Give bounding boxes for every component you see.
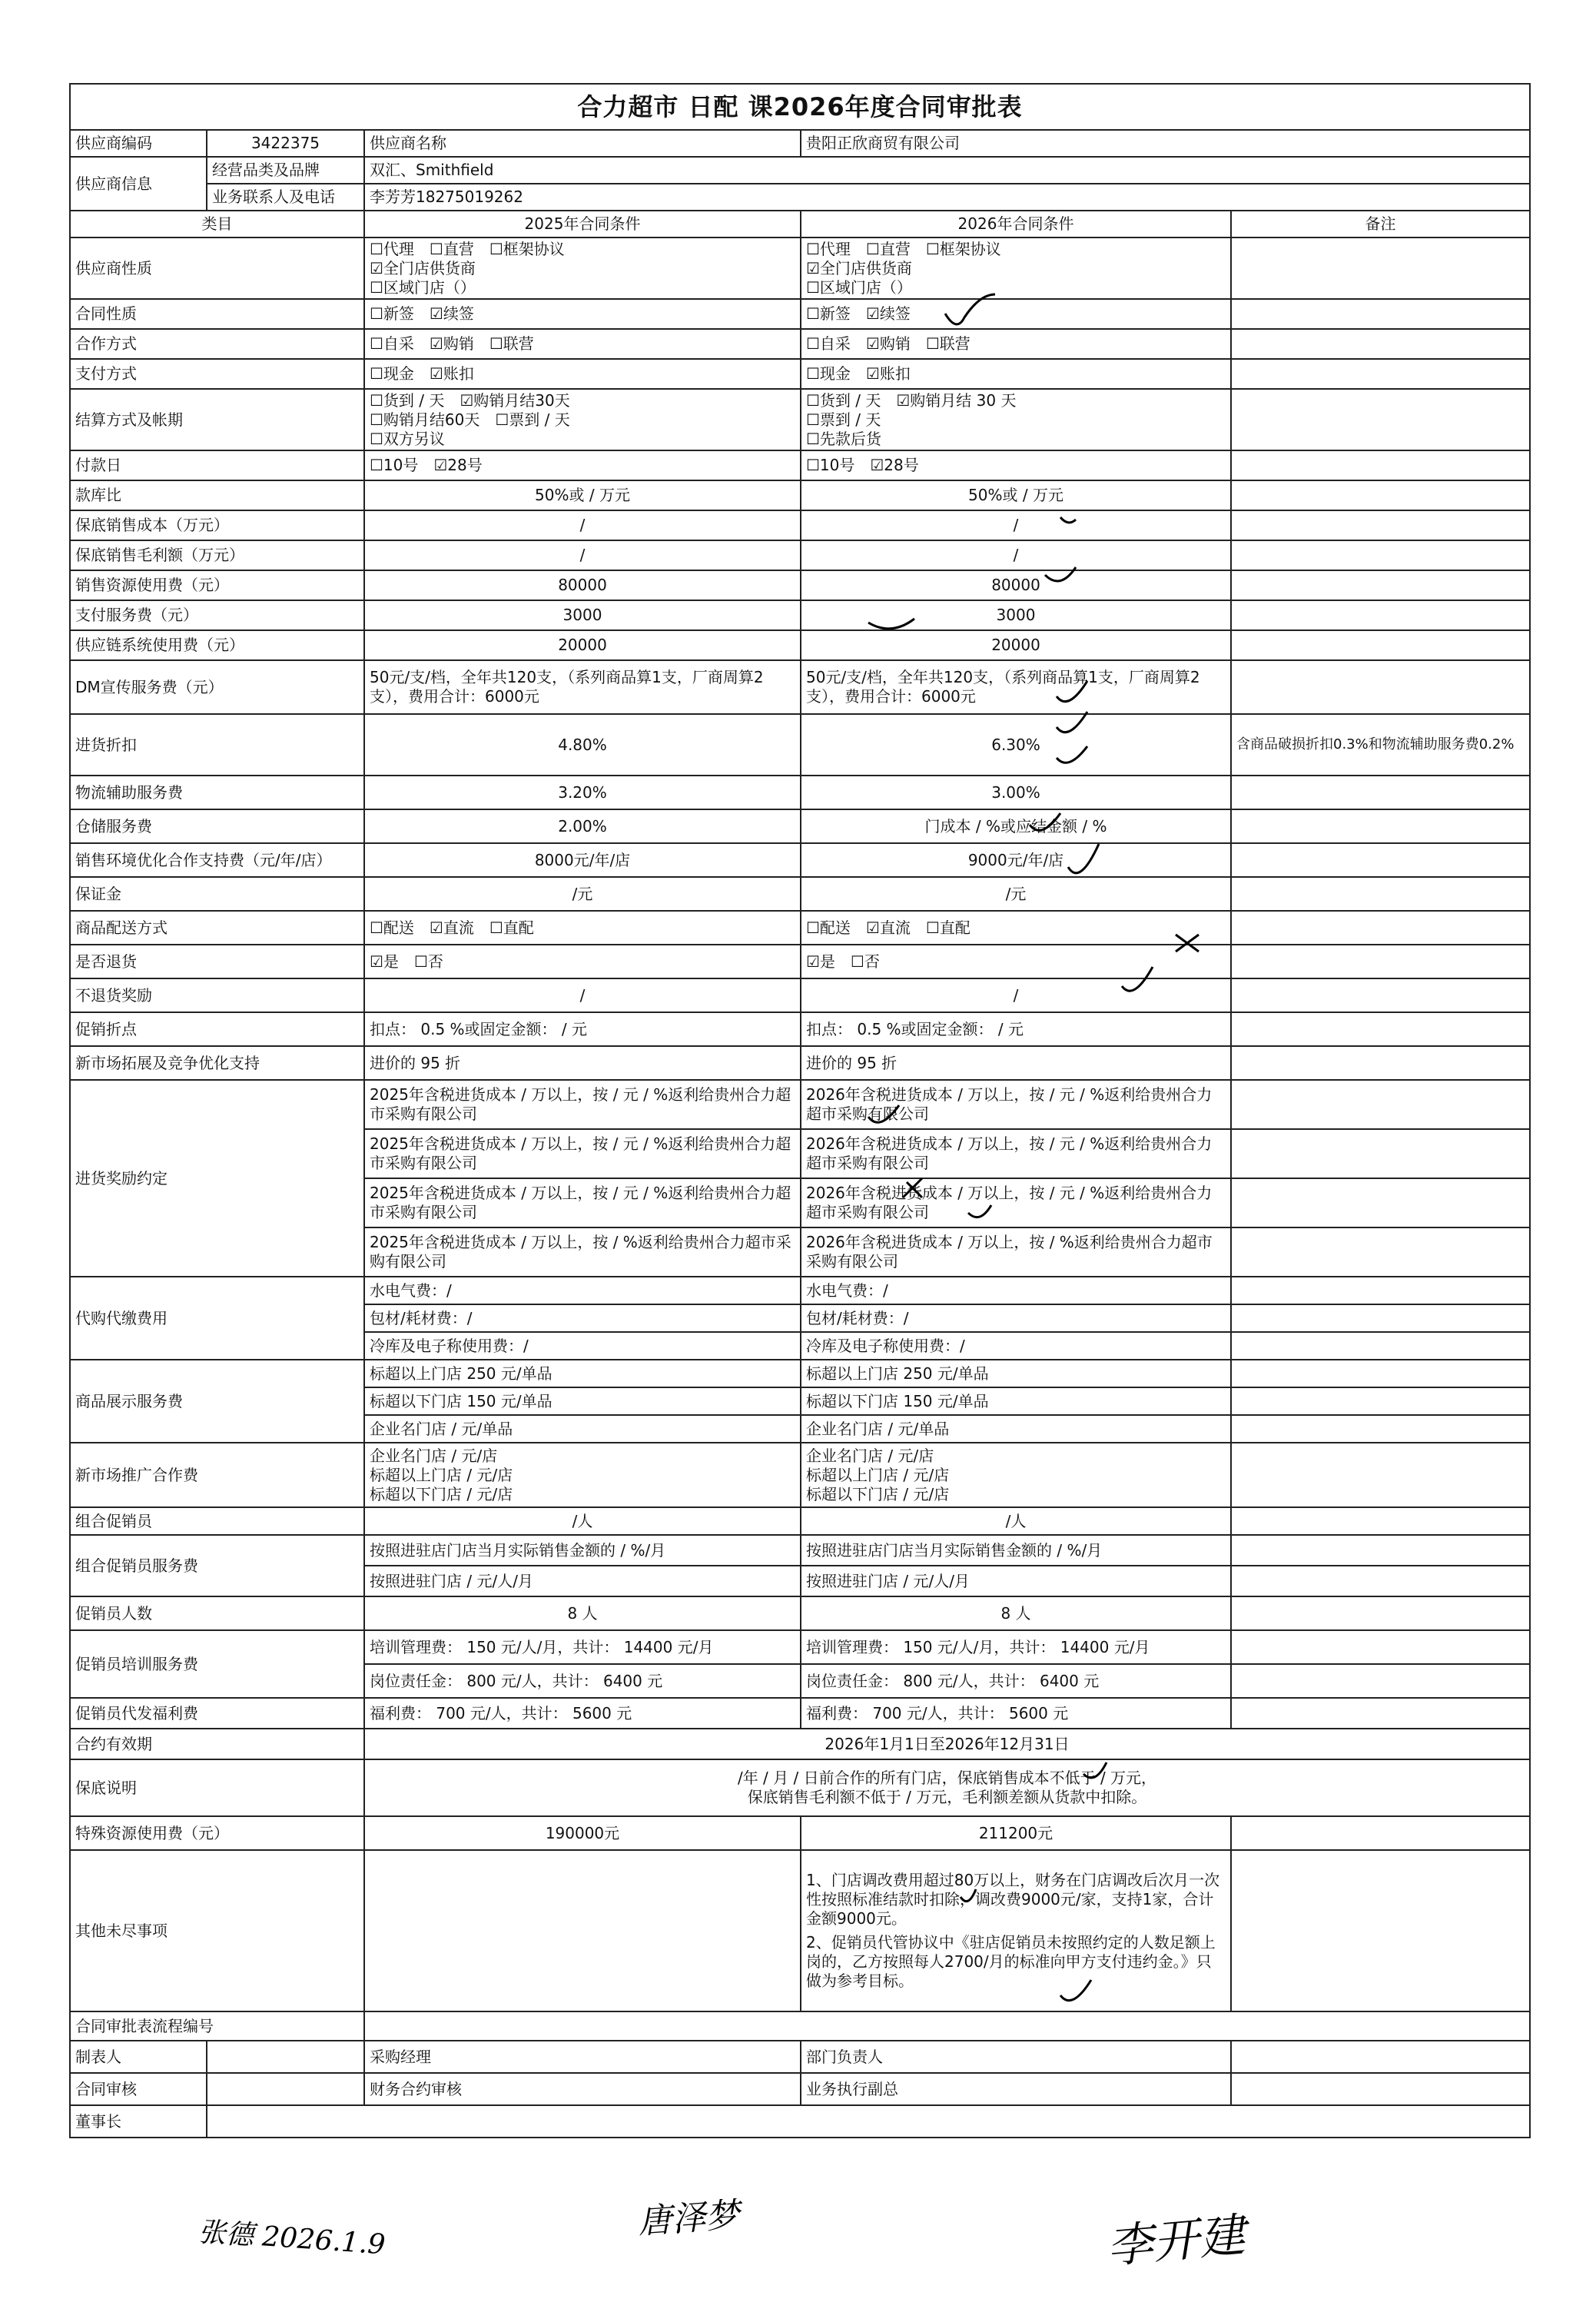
cell-line: ☐双方另议 [370, 429, 445, 448]
cell-2025 [364, 660, 801, 714]
agency-label: 代购代缴费用 [70, 1277, 364, 1360]
approval-table [69, 83, 1531, 2138]
welfare-label: 促销员代发福利费 [70, 1698, 364, 1729]
agency-2026: 冷库及电子称使用费：/ [801, 1332, 1231, 1360]
review-label: 合同审核 [70, 2073, 207, 2105]
cell-line: ☐10号 ☑28号 [370, 456, 483, 474]
maker-label: 制表人 [70, 2041, 207, 2073]
cell-2025 [364, 776, 801, 809]
cell-2025 [364, 1046, 801, 1080]
cell-2025 [364, 510, 801, 540]
cell-line: ☑是 ☐否 [806, 952, 880, 971]
cell-remark [1231, 540, 1530, 570]
cell-remark [1231, 450, 1530, 480]
agency-2025: 包材/耗材费：/ [364, 1304, 801, 1332]
cell-remark [1231, 1698, 1530, 1729]
rebate-2026: 2026年含税进货成本 / 万以上，按 / 元 / %返利给贵州合力超市采购有限公司 [801, 1129, 1231, 1178]
cell-line: 企业名门店 / 元/店 [806, 1446, 934, 1465]
other-item: 2、促销员代管协议中《驻店促销员未按照约定的人数足额上岗的，乙方按照每人2700/月的标准向甲方支付违约金。》只做为参考目标。 [806, 1933, 1216, 1990]
cell-2026 [801, 299, 1231, 329]
table-row [70, 1046, 1530, 1080]
cell-remark [1231, 1277, 1530, 1304]
rebate-2025: 2025年含税进货成本 / 万以上，按 / 元 / %返利给贵州合力超市采购有限公司 [364, 1129, 801, 1178]
row-label: 是否退货 [70, 945, 364, 978]
cell-2025 [364, 450, 801, 480]
cell-remark [1231, 809, 1530, 843]
agency-2026: 水电气费：/ [801, 1277, 1231, 1304]
display-2026: 企业名门店 / 元/单品 [801, 1415, 1231, 1443]
cell-remark [1231, 630, 1530, 660]
row-label: 进货折扣 [70, 714, 364, 776]
vp-label: 业务执行副总 [801, 2073, 1231, 2105]
cell-2025 [364, 600, 801, 630]
table-row [70, 945, 1530, 978]
rebate-2025: 2025年含税进货成本 / 万以上，按 / 元 / %返利给贵州合力超市采购有限公司 [364, 1080, 801, 1129]
cell-2025 [364, 809, 801, 843]
rebate-2026: 2026年含税进货成本 / 万以上，按 / 元 / %返利给贵州合力超市采购有限公司 [801, 1080, 1231, 1129]
cell-line: / [1013, 985, 1019, 1005]
cell-2025 [364, 978, 801, 1012]
cell-2026 [801, 630, 1231, 660]
validity-value: 2026年1月1日至2026年12月31日 [364, 1729, 1530, 1759]
cell-remark [1231, 359, 1530, 389]
cell-line: 门成本 / %或应结金额 / % [924, 816, 1107, 835]
supplier-info-label: 供应商信息 [70, 157, 207, 211]
table-row [70, 299, 1530, 329]
cell-line: 标超以上门店 / 元/店 [806, 1465, 950, 1484]
cell-2026 [801, 877, 1231, 911]
cell-remark [1231, 1387, 1530, 1415]
cell-2025 [364, 714, 801, 776]
cell-line: /年 / 月 / 日前合作的所有门店，保底销售成本不低于 / 万元， [737, 1769, 1157, 1787]
table-row [70, 843, 1530, 877]
cell-line: 标超以下门店 / 元/店 [806, 1484, 950, 1503]
table-row [70, 978, 1530, 1012]
cell-2025 [364, 1012, 801, 1046]
table-row [70, 1012, 1530, 1046]
cell-line: 2.00% [558, 816, 607, 835]
cell-2026 [801, 389, 1231, 450]
cell-line: ☐自采 ☑购销 ☐联营 [370, 334, 534, 353]
cell-2026 [801, 359, 1231, 389]
category-brand-value: 双汇、Smithfield [364, 157, 1530, 184]
agency-2026: 包材/耗材费：/ [801, 1304, 1231, 1332]
cell-line: ☐先款后货 [806, 429, 881, 448]
cell-remark [1231, 510, 1530, 540]
row-label: 销售环境优化合作支持费（元/年/店） [70, 843, 364, 877]
cell-2025 [364, 630, 801, 660]
cell-line: 保底销售毛利额不低于 / 万元，毛利额差额从货款中扣除。 [747, 1788, 1147, 1806]
cell-2026 [801, 600, 1231, 630]
contact-value: 李芳芳18275019262 [364, 184, 1530, 211]
supplier-name-value: 贵阳正欣商贸有限公司 [801, 130, 1530, 157]
cell-line: 80000 [558, 576, 607, 594]
row-label: 保证金 [70, 877, 364, 911]
supplier-code-value: 3422375 [207, 130, 364, 157]
cell-remark [1231, 1816, 1530, 1850]
dept-value [1231, 2041, 1530, 2073]
cell-2025 [364, 359, 801, 389]
row-label: 保底销售毛利额（万元） [70, 540, 364, 570]
cell-line: 3.00% [991, 782, 1040, 802]
row-label: 合作方式 [70, 329, 364, 359]
special-label: 特殊资源使用费（元） [70, 1816, 364, 1850]
cell-2026 [801, 238, 1231, 299]
row-label: 不退货奖励 [70, 978, 364, 1012]
maker-value [207, 2041, 364, 2073]
cell-line: 3000 [996, 606, 1036, 624]
cell-remark [1231, 911, 1530, 945]
cell-remark [1231, 1178, 1530, 1227]
training-2025: 岗位责任金： 800 元/人，共计： 6400 元 [364, 1664, 801, 1698]
cell-2026 [801, 1046, 1231, 1080]
header-category: 类目 [70, 211, 364, 238]
cell-line: / [1013, 546, 1019, 564]
cell-2025 [364, 540, 801, 570]
other-label: 其他未尽事项 [70, 1850, 364, 2011]
table-row [70, 510, 1530, 540]
cell-line: 进价的 95 折 [370, 1053, 461, 1072]
cell-2026 [801, 660, 1231, 714]
cell-2026 [801, 911, 1231, 945]
row-label: DM宣传服务费（元） [70, 660, 364, 714]
cell-line: 进价的 95 折 [806, 1053, 898, 1072]
cell-remark [1231, 600, 1530, 630]
training-2025: 培训管理费： 150 元/人/月，共计： 14400 元/月 [364, 1630, 801, 1664]
cell-2026 [801, 329, 1231, 359]
cell-line: 标超以上门店 / 元/店 [370, 1465, 513, 1484]
row-label: 合同性质 [70, 299, 364, 329]
cell-remark [1231, 1507, 1530, 1535]
header-2026: 2026年合同条件 [801, 211, 1231, 238]
validity-label: 合约有效期 [70, 1729, 364, 1759]
cell-line: ☐配送 ☑直流 ☐直配 [806, 918, 971, 937]
promo-coop-2025 [364, 1443, 801, 1507]
supplier-name-label: 供应商名称 [364, 130, 801, 157]
cell-remark [1231, 1566, 1530, 1596]
cell-2026 [801, 843, 1231, 877]
row-label: 结算方式及帐期 [70, 389, 364, 450]
cell-remark [1231, 299, 1530, 329]
cell-line: / [579, 546, 586, 564]
cell-line: 标超以下门店 / 元/店 [370, 1484, 513, 1503]
rebate-2026: 2026年含税进货成本 / 万以上，按 / 元 / %返利给贵州合力超市采购有限公司 [801, 1178, 1231, 1227]
cell-2025 [364, 911, 801, 945]
buyer-label: 采购经理 [364, 2041, 801, 2073]
rebate-2025: 2025年含税进货成本 / 万以上，按 / %返利给贵州合力超市采购有限公司 [364, 1227, 801, 1277]
cell-remark [1231, 1415, 1530, 1443]
combo-staff-2026: /人 [801, 1507, 1231, 1535]
cell-line: ☑全门店供货商 [370, 258, 476, 277]
cell-line: / [579, 985, 586, 1005]
cell-line: /元 [1005, 884, 1027, 903]
display-2025: 标超以下门店 150 元/单品 [364, 1387, 801, 1415]
welfare-2025: 福利费： 700 元/人，共计： 5600 元 [364, 1698, 801, 1729]
display-label: 商品展示服务费 [70, 1360, 364, 1443]
cell-line: 8000元/年/店 [534, 850, 631, 869]
promo-coop-2026 [801, 1443, 1231, 1507]
header-remark: 备注 [1231, 211, 1530, 238]
table-row [70, 389, 1530, 450]
cell-remark [1231, 1304, 1530, 1332]
cell-line: ☐代理 ☐直营 ☐框架协议 [370, 239, 565, 258]
cell-line: ☐现金 ☑账扣 [806, 364, 911, 383]
table-row [70, 540, 1530, 570]
combo_fee-2025: 按照进驻店门店当月实际销售金额的 / %/月 [364, 1535, 801, 1566]
combo_fee-2026: 按照进驻店门店当月实际销售金额的 / %/月 [801, 1535, 1231, 1566]
training-2026: 培训管理费： 150 元/人/月，共计： 14400 元/月 [801, 1630, 1231, 1664]
combo-staff-2025: /人 [364, 1507, 801, 1535]
staff-count-label: 促销员人数 [70, 1596, 364, 1630]
cell-line: ☐现金 ☑账扣 [370, 364, 474, 383]
cell-remark [1231, 1443, 1530, 1507]
cell-line: 3000 [562, 606, 602, 624]
cell-line: 50元/支/档，全年共120支，（系列商品算1支，厂商周算2支），费用合计：6000元 [806, 668, 1200, 706]
training-label: 促销员培训服务费 [70, 1630, 364, 1698]
approval-form [69, 83, 1529, 2274]
cell-2026 [801, 540, 1231, 570]
display-2025: 企业名门店 / 元/单品 [364, 1415, 801, 1443]
cell-remark [1231, 776, 1530, 809]
vp-value [1231, 2073, 1530, 2105]
special-2026: 211200元 [801, 1816, 1231, 1850]
cell-remark [1231, 1046, 1530, 1080]
guarantee-value [364, 1759, 1530, 1816]
rebate-label: 进货奖励约定 [70, 1080, 364, 1277]
other-2026 [801, 1850, 1231, 2011]
cell-remark [1231, 329, 1530, 359]
cell-line: 50%或 / 万元 [535, 486, 630, 504]
promo-coop-label: 新市场推广合作费 [70, 1443, 364, 1507]
cell-line: 扣点： 0.5 %或固定金额： / 元 [806, 1019, 1024, 1038]
rebate-2026: 2026年含税进货成本 / 万以上，按 / %返利给贵州合力超市采购有限公司 [801, 1227, 1231, 1277]
cell-remark [1231, 1080, 1530, 1129]
cell-remark [1231, 660, 1530, 714]
cell-remark [1231, 1227, 1530, 1277]
cell-2025 [364, 238, 801, 299]
table-row [70, 450, 1530, 480]
cell-line: ☐代理 ☐直营 ☐框架协议 [806, 239, 1001, 258]
cell-remark [1231, 1850, 1530, 2011]
table-row [70, 480, 1530, 510]
cell-line: ☐10号 ☑28号 [806, 456, 919, 474]
cell-2025 [364, 877, 801, 911]
cell-remark [1231, 1012, 1530, 1046]
cell-line: ☑是 ☐否 [370, 952, 443, 971]
display-2026: 标超以上门店 250 元/单品 [801, 1360, 1231, 1387]
other-item: 1、门店调改费用超过80万以上，财务在门店调改后次月一次性按照标准结款时扣除，调改费9000元/家，支持1家，合计金额9000元。 [806, 1871, 1220, 1928]
cell-line: 4.80% [558, 735, 607, 754]
cell-line: 9000元/年/店 [967, 850, 1064, 869]
cell-line: ☐区域门店（） [806, 277, 912, 297]
row-label: 商品配送方式 [70, 911, 364, 945]
contact-label: 业务联系人及电话 [207, 184, 364, 211]
cell-remark [1231, 570, 1530, 600]
cell-line: ☐购销月结60天 ☐票到 / 天 [370, 410, 570, 429]
table-row [70, 600, 1530, 630]
buyer-signature: 唐泽梦 [636, 2195, 741, 2242]
cell-remark: 含商品破损折扣0.3%和物流辅助服务费0.2% [1231, 714, 1530, 776]
table-row [70, 776, 1530, 809]
cell-remark [1231, 1596, 1530, 1630]
cell-remark [1231, 480, 1530, 510]
row-label: 新市场拓展及竞争优化支持 [70, 1046, 364, 1080]
cell-remark [1231, 1630, 1530, 1664]
cell-2026 [801, 945, 1231, 978]
row-label: 供应链系统使用费（元） [70, 630, 364, 660]
guarantee-label: 保底说明 [70, 1759, 364, 1816]
cell-line: 20000 [991, 636, 1040, 654]
staff-count-2026: 8 人 [801, 1596, 1231, 1630]
combo_fee-2025: 按照进驻门店 / 元/人/月 [364, 1566, 801, 1596]
combo_fee-2026: 按照进驻门店 / 元/人/月 [801, 1566, 1231, 1596]
row-label: 款库比 [70, 480, 364, 510]
cell-line: 20000 [558, 636, 607, 654]
cell-line: 扣点： 0.5 %或固定金额： / 元 [370, 1019, 587, 1038]
table-row [70, 238, 1530, 299]
cell-2025 [364, 843, 801, 877]
cell-2026 [801, 714, 1231, 776]
cell-line: 3.20% [558, 782, 607, 802]
cell-remark [1231, 1535, 1530, 1566]
cell-2025 [364, 945, 801, 978]
cell-remark [1231, 389, 1530, 450]
cell-remark [1231, 1664, 1530, 1698]
cell-remark [1231, 1332, 1530, 1360]
category-brand-label: 经营品类及品牌 [207, 157, 364, 184]
cell-line: ☐区域门店（） [370, 277, 476, 297]
training-2026: 岗位责任金： 800 元/人，共计： 6400 元 [801, 1664, 1231, 1698]
cell-2025 [364, 480, 801, 510]
row-label: 供应商性质 [70, 238, 364, 299]
row-label: 保底销售成本（万元） [70, 510, 364, 540]
cell-line: 80000 [991, 576, 1040, 594]
cell-2025 [364, 389, 801, 450]
cell-remark [1231, 877, 1530, 911]
table-row [70, 359, 1530, 389]
row-label: 付款日 [70, 450, 364, 480]
display-2026: 标超以下门店 150 元/单品 [801, 1387, 1231, 1415]
cell-remark [1231, 945, 1530, 978]
display-2025: 标超以上门店 250 元/单品 [364, 1360, 801, 1387]
table-row [70, 911, 1530, 945]
row-label: 销售资源使用费（元） [70, 570, 364, 600]
cell-line: ☐新签 ☑续签 [370, 304, 474, 323]
cell-line: 6.30% [991, 735, 1040, 754]
cell-2026 [801, 570, 1231, 600]
staff-count-2025: 8 人 [364, 1596, 801, 1630]
cell-line: / [579, 516, 586, 534]
cell-2026 [801, 809, 1231, 843]
dept-label: 部门负责人 [801, 2041, 1231, 2073]
cell-remark [1231, 238, 1530, 299]
cell-2025 [364, 329, 801, 359]
table-row [70, 877, 1530, 911]
cell-2026 [801, 776, 1231, 809]
cell-2025 [364, 299, 801, 329]
chair-value [207, 2105, 1530, 2138]
combo-staff-label: 组合促销员 [70, 1507, 364, 1535]
cell-2026 [801, 450, 1231, 480]
table-row [70, 570, 1530, 600]
cell-line: ☐配送 ☑直流 ☐直配 [370, 918, 534, 937]
other-2025 [364, 1850, 801, 2011]
row-label: 促销折点 [70, 1012, 364, 1046]
cell-2026 [801, 1012, 1231, 1046]
cell-2026 [801, 480, 1231, 510]
table-row [70, 630, 1530, 660]
table-row [70, 714, 1530, 776]
cell-line: 50%或 / 万元 [968, 486, 1063, 504]
cell-line: ☑全门店供货商 [806, 258, 912, 277]
dept-head-signature: 李开建 [1104, 2208, 1248, 2274]
cell-2025 [364, 570, 801, 600]
cell-2026 [801, 510, 1231, 540]
special-2025: 190000元 [364, 1816, 801, 1850]
cell-remark [1231, 1129, 1530, 1178]
cell-remark [1231, 1360, 1530, 1387]
rebate-2025: 2025年含税进货成本 / 万以上，按 / 元 / %返利给贵州合力超市采购有限公司 [364, 1178, 801, 1227]
row-label: 支付服务费（元） [70, 600, 364, 630]
cell-remark [1231, 978, 1530, 1012]
cell-line: /元 [572, 884, 593, 903]
cell-remark [1231, 843, 1530, 877]
row-label: 支付方式 [70, 359, 364, 389]
header-2025: 2025年合同条件 [364, 211, 801, 238]
combo_fee-label: 组合促销员服务费 [70, 1535, 364, 1596]
table-row [70, 809, 1530, 843]
cell-line: ☐货到 / 天 ☑购销月结30天 [370, 390, 570, 410]
cell-line: ☐货到 / 天 ☑购销月结 30 天 [806, 390, 1017, 410]
row-label: 物流辅助服务费 [70, 776, 364, 809]
supplier-code-label: 供应商编码 [70, 130, 207, 157]
cell-line: ☐自采 ☑购销 ☐联营 [806, 334, 971, 353]
form-title: 合力超市 日配 课2026年度合同审批表 [70, 84, 1530, 130]
agency-2025: 水电气费：/ [364, 1277, 801, 1304]
cell-line: 企业名门店 / 元/店 [370, 1446, 498, 1465]
table-row [70, 329, 1530, 359]
chair-label: 董事长 [70, 2105, 207, 2138]
flow-label: 合同审批表流程编号 [70, 2011, 364, 2041]
flow-value [364, 2011, 1530, 2041]
cell-line: 50元/支/档，全年共120支，（系列商品算1支，厂商周算2支），费用合计：6000元 [370, 668, 764, 706]
cell-line: ☐新签 ☑续签 [806, 304, 911, 323]
agency-2025: 冷库及电子称使用费：/ [364, 1332, 801, 1360]
welfare-2026: 福利费： 700 元/人，共计： 5600 元 [801, 1698, 1231, 1729]
maker-signature: 张德 2026.1.9 [197, 2216, 387, 2261]
cell-line: ☐票到 / 天 [806, 410, 881, 429]
cell-2026 [801, 978, 1231, 1012]
cell-line: / [1013, 516, 1019, 534]
review-value [207, 2073, 364, 2105]
table-row [70, 660, 1530, 714]
row-label: 仓储服务费 [70, 809, 364, 843]
fin-label: 财务合约审核 [364, 2073, 801, 2105]
